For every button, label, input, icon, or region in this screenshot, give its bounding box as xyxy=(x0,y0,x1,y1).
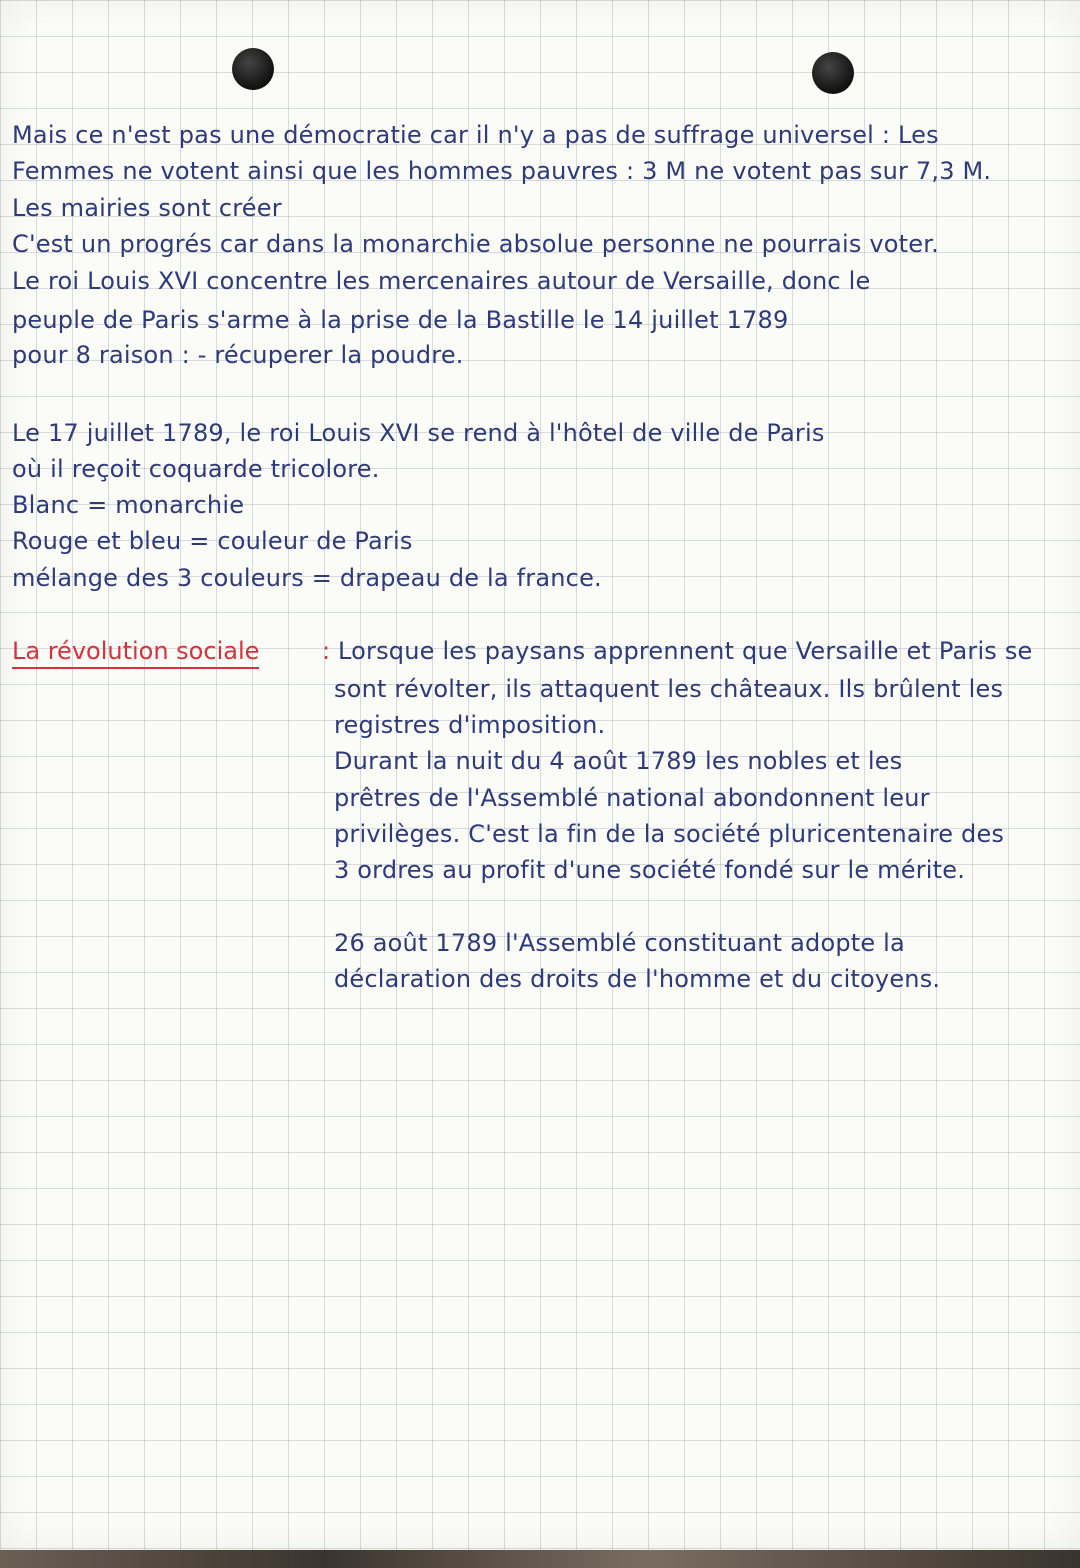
text-line: Mais ce n'est pas une démocratie car il n'y a pas de suffrage universel : Les xyxy=(12,121,939,149)
text-line: mélange des 3 couleurs = drapeau de la france. xyxy=(12,564,602,592)
text-line: Rouge et bleu = couleur de Paris xyxy=(12,527,413,555)
text-line: Durant la nuit du 4 août 1789 les nobles et les xyxy=(334,747,903,775)
punch-hole-right xyxy=(812,52,854,94)
text-line: registres d'imposition. xyxy=(334,711,606,739)
text-line: Blanc = monarchie xyxy=(12,491,245,519)
text-line: 26 août 1789 l'Assemblé constituant adopte la xyxy=(334,929,905,957)
section-colon: : xyxy=(322,637,331,665)
text-line: Le roi Louis XVI concentre les mercenaires autour de Versaille, donc le xyxy=(12,267,871,295)
text-line: prêtres de l'Assemblé national abondonnent leur xyxy=(334,784,930,812)
text-line: 3 ordres au profit d'une société fondé sur le mérite. xyxy=(334,856,966,884)
text-line: déclaration des droits de l'homme et du citoyens. xyxy=(334,965,941,993)
table-surface xyxy=(0,1550,1080,1568)
punch-hole-left xyxy=(232,48,274,90)
text-line: C'est un progrés car dans la monarchie absolue personne ne pourrais voter. xyxy=(12,230,939,258)
text-line: Femmes ne votent ainsi que les hommes pauvres : 3 M ne votent pas sur 7,3 M. xyxy=(12,157,992,185)
text-line: où il reçoit coquarde tricolore. xyxy=(12,455,380,483)
section-title: La révolution sociale xyxy=(12,636,259,669)
text-line: sont révolter, ils attaquent les châteaux. Ils brûlent les xyxy=(334,675,1004,703)
text-line: Lorsque les paysans apprennent que Versaille et Paris se xyxy=(338,637,1033,665)
text-line: peuple de Paris s'arme à la prise de la Bastille le 14 juillet 1789 xyxy=(12,306,789,334)
text-line: privilèges. C'est la fin de la société pluricentenaire des xyxy=(334,820,1005,848)
text-line: Les mairies sont créer xyxy=(12,194,282,222)
text-line: Le 17 juillet 1789, le roi Louis XVI se rend à l'hôtel de ville de Paris xyxy=(12,419,825,447)
text-line: pour 8 raison : - récuperer la poudre. xyxy=(12,341,464,369)
